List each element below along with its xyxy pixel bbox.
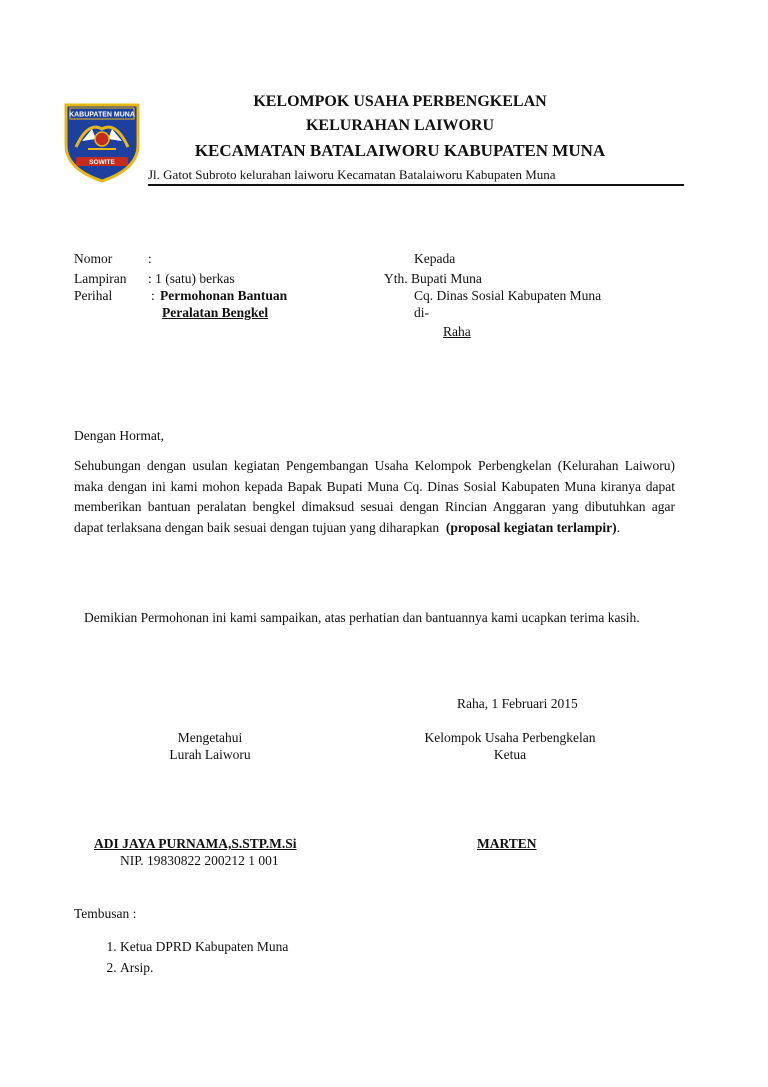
- sign-left-nip: NIP. 19830822 200212 1 001: [120, 853, 279, 868]
- sign-right-role: Ketua: [493, 747, 527, 762]
- recipient-dinas: Cq. Dinas Sosial Kabupaten Muna: [414, 288, 602, 303]
- cc-label: Tembusan :: [74, 906, 137, 921]
- cc-item: 2. Arsip.: [120, 957, 288, 978]
- body-paragraph-1: [74, 456, 675, 538]
- body-paragraph-1-end: .: [616, 519, 620, 535]
- kabupaten-muna-logo: [62, 99, 142, 183]
- sign-left-title: Mengetahui: [177, 730, 243, 745]
- logo-bottom-text: SOWITE: [89, 159, 115, 166]
- letterhead-org-name: KELOMPOK USAHA PERBENGKELAN: [253, 93, 547, 110]
- letterhead-kecamatan: KECAMATAN BATALAIWORU KABUPATEN MUNA: [194, 141, 606, 160]
- letterhead-divider: [148, 184, 684, 186]
- perihal-label: Perihal: [74, 288, 113, 303]
- body-paragraph-1-text: Sehubungan dengan usulan kegiatan Pengembangan Usaha Kelompok Perbengkelan (Kelurahan Laiworu) maka dengan ini kami mohon kepada Bapak Bupati Muna Cq. Dinas Sosial Kabupaten Muna kiranya dapat memberikan bantuan peralatan bengkel dimaksud sesuai dengan Rincian Anggaran yang dibutuhkan agar dapat terlaksana dengan baik sesuai dengan tujuan yang diharapkan: [74, 458, 675, 535]
- recipient-city: Raha: [443, 324, 471, 339]
- sign-right-org: Kelompok Usaha Perbengkelan: [424, 730, 596, 745]
- nomor-value: :: [148, 251, 152, 266]
- proposal-note: (proposal kegiatan terlampir): [445, 519, 617, 535]
- sign-left-name: ADI JAYA PURNAMA,S.STP.M.Si: [94, 836, 297, 851]
- logo-top-text: KABUPATEN MUNA: [69, 111, 135, 119]
- letterhead-address: Jl. Gatot Subroto kelurahan laiworu Kecamatan Batalaiworu Kabupaten Muna: [148, 167, 556, 182]
- nomor-label: Nomor: [74, 251, 113, 266]
- perihal-line1: Permohonan Bantuan: [160, 288, 288, 303]
- perihal-colon: :: [151, 288, 155, 303]
- perihal-line2: Peralatan Bengkel: [162, 305, 269, 320]
- sign-right-name: MARTEN: [477, 836, 537, 851]
- greeting: Dengan Hormat,: [74, 428, 164, 443]
- lampiran-value: : 1 (satu) berkas: [148, 271, 235, 286]
- recipient-bupati: Yth. Bupati Muna: [384, 271, 482, 286]
- letterhead-kelurahan: KELURAHAN LAIWORU: [305, 117, 494, 134]
- cc-list: [80, 936, 288, 978]
- sign-left-office: Lurah Laiworu: [169, 747, 251, 762]
- body-paragraph-2: Demikian Permohonan ini kami sampaikan, atas perhatian dan bantuannya kami ucapkan terima kasih.: [84, 610, 640, 625]
- recipient-kepada: Kepada: [414, 251, 456, 266]
- cc-item: 1. Ketua DPRD Kabupaten Muna: [120, 936, 288, 957]
- place-date: Raha, 1 Februari 2015: [457, 696, 578, 711]
- lampiran-label: Lampiran: [74, 271, 127, 286]
- recipient-di: di-: [414, 305, 429, 320]
